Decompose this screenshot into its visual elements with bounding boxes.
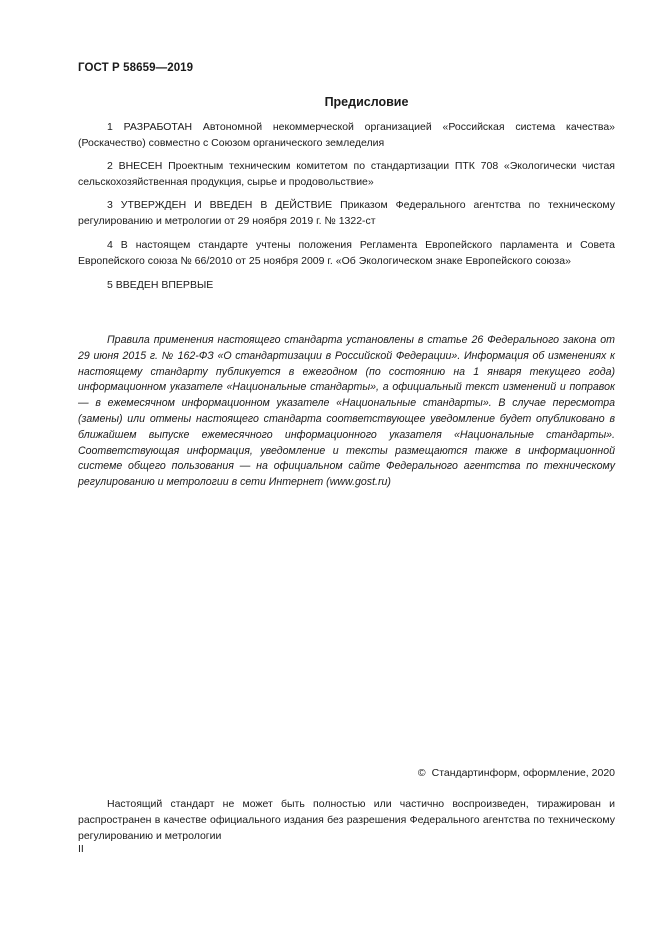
document-code: ГОСТ Р 58659—2019 [78,62,194,74]
foreword-item-1: 1 РАЗРАБОТАН Автономной некоммерческой организацией «Российская система качества» (Роскачество) совместно с Союзом органического земледелия [78,121,615,149]
foreword-item-3: 3 УТВЕРЖДЕН И ВВЕДЕН В ДЕЙСТВИЕ Приказом Федерального агентства по техническому регулированию и метрологии от 29 ноября 2019 г. № 1322-ст [78,199,615,227]
copyright-line [418,767,615,779]
foreword-item-2: 2 ВНЕСЕН Проектным техническим комитетом по стандартизации ПТК 708 «Экологически чистая сельскохозяйственная продукция, сырье и продовольствие» [78,160,615,188]
application-rules-notice: Правила применения настоящего стандарта установлены в статье 26 Федерального закона от 29 июня 2015 г. № 162-ФЗ «О стандартизации в Российской Федерации». Информация об изменениях к настоящему стандарту публикуется в ежегодном (по состоянию на 1 января текущего года) информационном указателе «Национальные стандарты», а официальный текст изменений и поправок — в ежемесячном информационном указателе «Национальные стандарты». В случае пересмотра (замены) или отмены настоящего стандарта соответствующее уведомление будет опубликовано в ближайшем выпуске ежемесячного информационного указателя «Национальные стандарты». Соответствующая информация, уведомление и тексты размещаются также в информационной системе общего пользования — на официальном сайте Федерального агентства по техническому регулированию и метрологии в сети Интернет (www.gost.ru) [78,334,615,489]
reproduction-notice: Настоящий стандарт не может быть полностью или частично воспроизведен, тиражирован и распространен в качестве официального издания без разрешения Федерального агентства по техническому регулированию и метрологии [78,798,615,842]
page-title-text: Предисловие [324,95,409,109]
copyright-symbol: © [417,767,426,779]
foreword-item-5: 5 ВВЕДЕН ВПЕРВЫЕ [107,279,214,291]
copyright-text: Стандартинформ, оформление, 2020 [431,767,615,779]
page-number: II [78,843,84,855]
foreword-item-4: 4 В настоящем стандарте учтены положения Регламента Европейского парламента и Совета Европейского союза № 66/2010 от 25 ноября 2009 г. «Об Экологическом знаке Европейского союза» [78,239,615,267]
page-title [78,93,615,111]
